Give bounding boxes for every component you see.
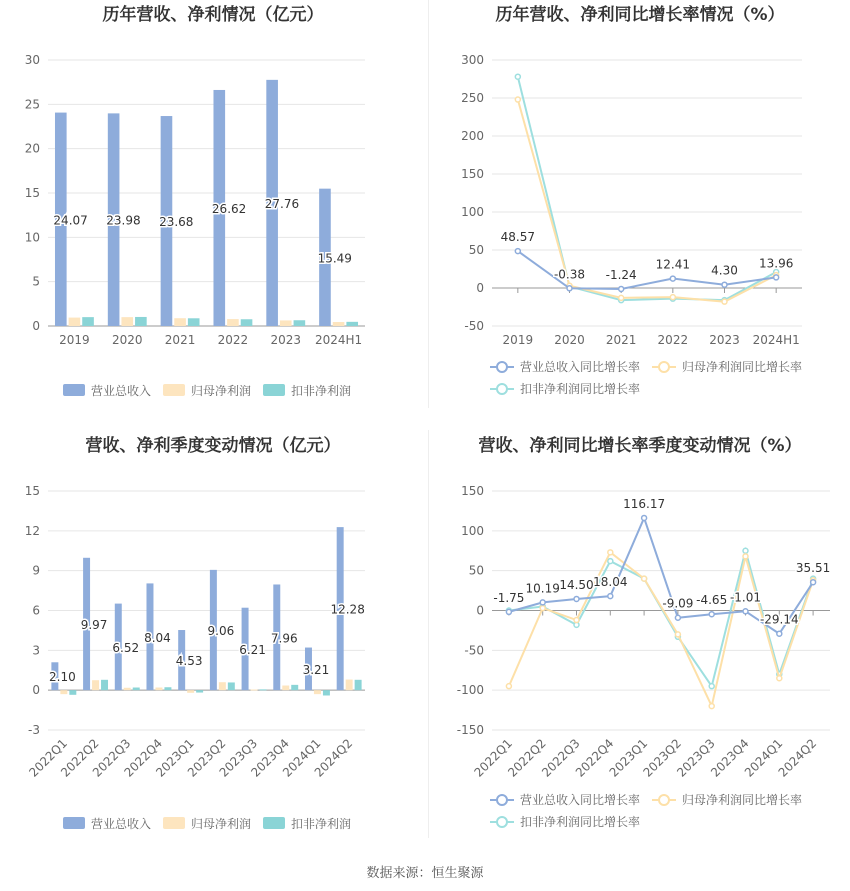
x-tick-label: 2023Q1 xyxy=(153,736,197,780)
vertical-divider-top xyxy=(428,0,429,408)
line-value-label: -9.09 xyxy=(662,596,694,611)
legend-label: 归母净利润 xyxy=(191,817,252,831)
data-point xyxy=(574,618,579,623)
bar-deducted-profit xyxy=(188,318,200,326)
bar-deducted-profit xyxy=(69,690,76,695)
y-tick-label: -100 xyxy=(456,683,484,698)
bar-parent-profit xyxy=(219,682,226,690)
legend-label: 归母净利润 xyxy=(191,384,252,398)
bar-value-label: 23.68 xyxy=(159,215,194,230)
bar-parent-profit xyxy=(333,322,345,326)
bar-value-label: 4.53 xyxy=(175,654,203,669)
bar-value-label: 12.28 xyxy=(330,602,365,617)
bar-value-label: 3.21 xyxy=(302,662,330,677)
bar-parent-profit xyxy=(69,318,81,326)
bar-value-label: 7.96 xyxy=(270,631,298,646)
legend-label: 营业总收入同比增长率 xyxy=(520,360,641,374)
legend-swatch xyxy=(163,817,185,829)
data-point xyxy=(642,515,647,520)
bar-parent-profit xyxy=(121,317,133,326)
bar-parent-profit xyxy=(314,690,321,694)
bar-value-label: 2.10 xyxy=(49,670,76,685)
x-tick-label: 2023 xyxy=(709,333,740,347)
data-point xyxy=(743,609,748,614)
line-value-label: 13.96 xyxy=(758,256,794,271)
data-point xyxy=(619,286,624,291)
y-tick-label: -3 xyxy=(28,723,40,737)
x-tick-label: 2024H1 xyxy=(752,333,800,347)
bar-parent-profit xyxy=(174,318,186,326)
bar-parent-profit xyxy=(227,319,239,326)
bar-deducted-profit xyxy=(241,319,253,326)
bar-value-label: 6.21 xyxy=(239,642,266,657)
data-point xyxy=(670,276,675,281)
line-value-label: 14.50 xyxy=(559,577,594,592)
x-tick-label: 2019 xyxy=(59,333,90,347)
legend-marker xyxy=(497,384,507,394)
chart-title: 营收、净利同比增长率季度变动情况（%） xyxy=(478,436,802,456)
legend-marker xyxy=(497,817,507,827)
data-point xyxy=(574,596,579,601)
y-tick-label: -50 xyxy=(464,643,484,658)
vertical-divider-bottom xyxy=(428,430,429,838)
x-tick-label: 2023Q2 xyxy=(640,736,685,780)
y-tick-label: 15 xyxy=(24,484,40,498)
data-point xyxy=(506,609,511,614)
y-tick-label: 20 xyxy=(24,141,40,156)
bar-deducted-profit xyxy=(260,689,267,690)
data-point xyxy=(515,74,520,79)
bar-deducted-profit xyxy=(164,687,171,690)
y-tick-label: 9 xyxy=(32,563,40,578)
data-point xyxy=(540,606,545,611)
chart-title: 历年营收、净利情况（亿元） xyxy=(102,5,324,25)
y-tick-label: -150 xyxy=(456,723,484,737)
x-tick-label: 2023Q4 xyxy=(248,736,292,780)
legend xyxy=(490,792,802,829)
bar-value-label: 9.97 xyxy=(80,617,108,632)
bar-value-label: 27.76 xyxy=(264,196,300,211)
data-point xyxy=(709,704,714,709)
x-tick-label: 2022 xyxy=(657,333,689,347)
bar-value-label: 8.04 xyxy=(144,630,171,645)
y-tick-label: 50 xyxy=(468,563,484,578)
data-point xyxy=(642,576,647,581)
bar-value-label: 9.06 xyxy=(207,624,235,639)
data-point xyxy=(608,594,613,599)
y-tick-label: 250 xyxy=(461,91,484,105)
data-source-footer: 数据来源：恒生聚源 xyxy=(366,866,484,881)
data-point xyxy=(540,600,545,605)
x-tick-label: 2022Q3 xyxy=(539,736,583,780)
legend-label: 扣非净利润 xyxy=(291,817,352,831)
line-value-label: -29.14 xyxy=(759,612,799,627)
legend-label: 归母净利润同比增长率 xyxy=(682,793,803,807)
x-tick-label: 2024H1 xyxy=(314,333,363,347)
y-tick-label: 200 xyxy=(461,129,484,143)
bar-parent-profit xyxy=(280,320,292,326)
line-value-label: 116.17 xyxy=(623,496,666,511)
data-point xyxy=(709,684,714,689)
x-tick-label: 2021 xyxy=(605,333,637,347)
y-tick-label: 0 xyxy=(32,319,40,333)
x-tick-label: 2022Q2 xyxy=(505,736,549,780)
line-value-label: 35.51 xyxy=(795,561,831,576)
bar-parent-profit xyxy=(282,686,289,691)
x-tick-label: 2022Q4 xyxy=(121,736,166,780)
data-point xyxy=(709,612,714,617)
y-tick-label: 12 xyxy=(24,523,40,538)
y-tick-label: 150 xyxy=(461,167,484,181)
chart-title: 营收、净利季度变动情况（亿元） xyxy=(85,436,341,456)
line-value-label: 10.19 xyxy=(525,581,560,596)
x-tick-label: 2023Q1 xyxy=(606,736,651,780)
data-point xyxy=(670,295,675,300)
x-tick-label: 2020 xyxy=(111,333,143,347)
y-tick-label: 50 xyxy=(468,243,484,257)
bar-parent-profit xyxy=(60,690,67,694)
bar-parent-profit xyxy=(92,680,99,690)
legend xyxy=(63,383,351,398)
chart-3 xyxy=(25,435,365,831)
legend-marker xyxy=(659,795,669,805)
bar-deducted-profit xyxy=(133,688,140,691)
bar-parent-profit xyxy=(251,690,258,691)
data-point xyxy=(743,554,748,559)
data-point xyxy=(675,632,680,637)
line-value-label: -1.24 xyxy=(605,267,637,282)
bar-deducted-profit xyxy=(323,690,330,695)
x-tick-label: 2024Q2 xyxy=(311,736,356,780)
data-point xyxy=(567,286,572,291)
y-tick-label: 100 xyxy=(461,523,484,538)
data-point xyxy=(743,548,748,553)
x-tick-label: 2022Q4 xyxy=(572,736,617,780)
line-value-label: -0.38 xyxy=(553,267,586,282)
x-tick-label: 2024Q1 xyxy=(279,736,324,780)
y-tick-label: 100 xyxy=(461,205,484,219)
y-tick-label: 10 xyxy=(24,230,40,245)
chart-4 xyxy=(457,435,831,829)
chart-2 xyxy=(461,4,802,396)
x-tick-label: 2022 xyxy=(217,333,249,347)
legend-swatch xyxy=(63,817,85,829)
x-tick-label: 2024Q2 xyxy=(775,736,820,780)
chart-1 xyxy=(25,4,365,398)
data-point xyxy=(515,249,520,254)
bar-value-label: 24.07 xyxy=(53,213,88,228)
bar-parent-profit xyxy=(124,688,131,690)
x-tick-label: 2022Q1 xyxy=(26,736,70,780)
x-tick-label: 2023Q3 xyxy=(674,736,718,780)
line-value-label: 48.57 xyxy=(500,230,536,245)
line-value-label: 18.04 xyxy=(593,575,628,590)
chart-title: 历年营收、净利同比增长率情况（%） xyxy=(495,5,785,25)
bar-deducted-profit xyxy=(228,682,235,690)
x-tick-label: 2023Q4 xyxy=(708,736,752,780)
bar-deducted-profit xyxy=(101,680,108,690)
legend-swatch xyxy=(263,817,285,829)
data-point xyxy=(777,631,782,636)
data-point xyxy=(722,282,727,287)
bar-value-label: 15.49 xyxy=(317,251,352,266)
legend-marker xyxy=(659,362,669,372)
x-tick-label: 2022Q1 xyxy=(471,736,516,780)
line-value-label: -1.75 xyxy=(493,590,525,605)
legend-swatch xyxy=(263,384,285,396)
legend-label: 营业总收入 xyxy=(91,384,152,398)
legend xyxy=(490,359,802,396)
bar-value-label: 26.62 xyxy=(211,201,247,216)
legend-label: 归母净利润同比增长率 xyxy=(682,360,803,374)
data-point xyxy=(777,676,782,681)
line-value-label: -1.01 xyxy=(729,590,762,605)
y-tick-label: 0 xyxy=(476,603,484,618)
y-tick-label: 3 xyxy=(32,643,40,658)
y-tick-label: 5 xyxy=(32,274,40,289)
y-tick-label: 30 xyxy=(24,53,40,67)
y-tick-label: 0 xyxy=(32,683,40,698)
data-point xyxy=(675,615,680,620)
line-value-label: 12.41 xyxy=(655,257,691,272)
bar-deducted-profit xyxy=(291,685,298,690)
y-tick-label: 0 xyxy=(476,281,484,295)
data-point xyxy=(515,97,520,102)
legend-label: 扣非净利润同比增长率 xyxy=(520,815,641,829)
data-point xyxy=(608,559,613,564)
legend-label: 扣非净利润同比增长率 xyxy=(520,382,641,396)
legend-label: 营业总收入 xyxy=(91,817,152,831)
y-tick-label: 300 xyxy=(461,53,484,67)
line-value-label: -4.65 xyxy=(696,593,728,608)
y-tick-label: -50 xyxy=(464,319,484,333)
data-point xyxy=(619,295,624,300)
legend-marker xyxy=(497,795,507,805)
y-tick-label: 15 xyxy=(24,186,40,200)
x-tick-label: 2023Q2 xyxy=(184,736,229,780)
bar-parent-profit xyxy=(155,688,162,691)
x-tick-label: 2022Q3 xyxy=(89,736,134,780)
y-tick-label: 150 xyxy=(461,484,484,498)
y-tick-label: 25 xyxy=(24,97,40,112)
x-tick-label: 2019 xyxy=(502,333,534,347)
bar-value-label: 6.52 xyxy=(112,640,140,655)
data-point xyxy=(774,275,779,280)
y-tick-label: 6 xyxy=(32,603,40,618)
bar-deducted-profit xyxy=(355,680,362,690)
legend-marker xyxy=(497,362,507,372)
legend-label: 扣非净利润 xyxy=(291,384,352,398)
x-tick-label: 2024Q1 xyxy=(741,736,786,780)
data-point xyxy=(506,684,511,689)
data-point xyxy=(608,550,613,555)
x-tick-label: 2022Q2 xyxy=(58,736,102,780)
legend xyxy=(63,816,351,831)
x-tick-label: 2020 xyxy=(554,333,585,347)
legend-swatch xyxy=(163,384,185,396)
x-tick-label: 2023 xyxy=(270,333,302,347)
data-point xyxy=(811,580,816,585)
bar-parent-profit xyxy=(346,680,353,691)
legend-swatch xyxy=(63,384,85,396)
x-tick-label: 2021 xyxy=(164,333,196,347)
data-point xyxy=(722,299,727,304)
bar-deducted-profit xyxy=(294,320,306,326)
bar-deducted-profit xyxy=(346,322,358,326)
bar-deducted-profit xyxy=(196,690,203,692)
bar-parent-profit xyxy=(187,690,194,693)
bar-deducted-profit xyxy=(135,317,147,326)
line-value-label: 4.30 xyxy=(711,263,738,278)
legend-label: 营业总收入同比增长率 xyxy=(520,793,641,807)
x-tick-label: 2023Q3 xyxy=(216,736,261,780)
bar-deducted-profit xyxy=(82,317,94,326)
bar-value-label: 23.98 xyxy=(106,213,141,228)
